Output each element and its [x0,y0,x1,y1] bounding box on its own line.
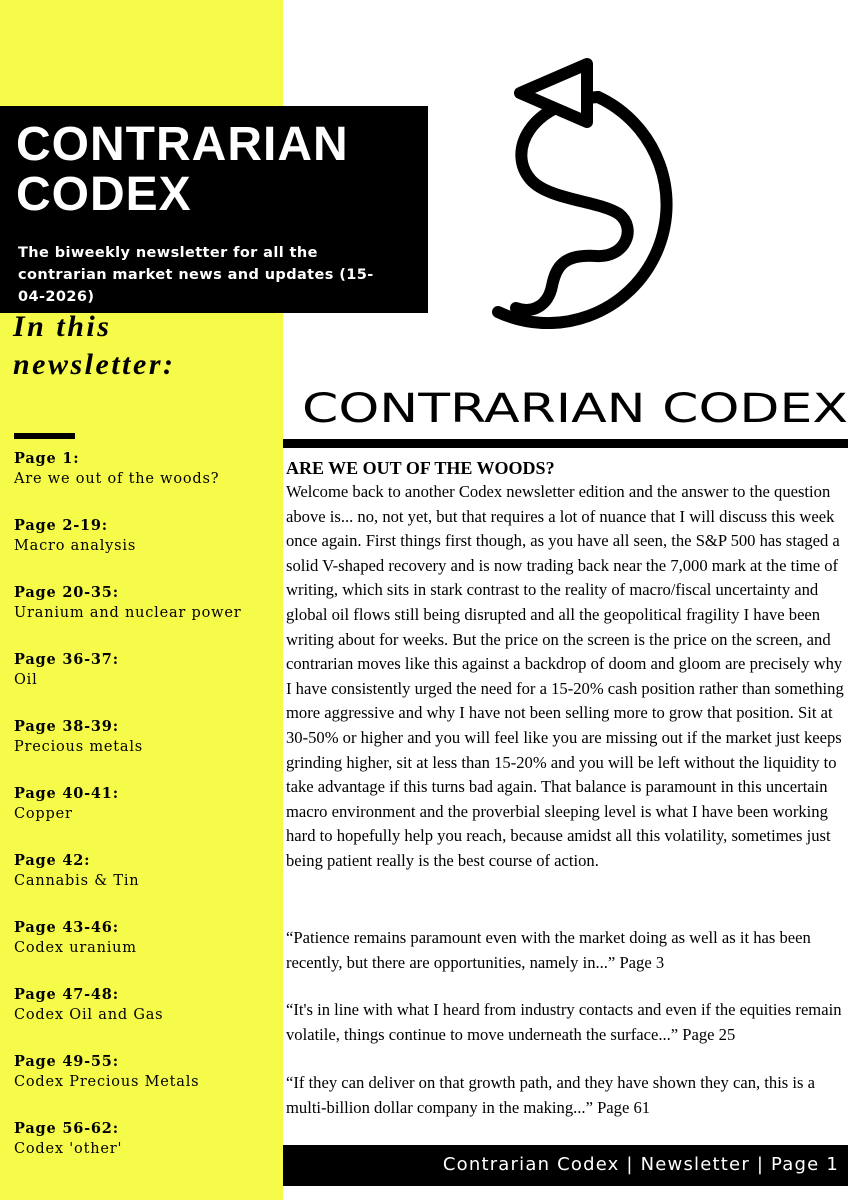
masthead-title-line1: CONTRARIAN [16,118,349,171]
toc-item-label: Cannabis & Tin [14,873,140,889]
toc-item-label: Precious metals [14,739,144,755]
toc-item[interactable] [14,516,276,556]
pull-quote: “If they can deliver on that growth path, and they have shown they can, this is a multi-billion dollar company in the making...” Page 61 [286,1073,815,1117]
toc-item-page: Page 43-46: [14,919,119,936]
toc-item-page: Page 47-48: [14,986,119,1003]
toc-item-label: Uranium and nuclear power [14,605,242,621]
toc-item-page: Page 56-62: [14,1120,119,1137]
toc-item[interactable] [14,583,276,623]
toc-item[interactable] [14,449,276,489]
toc-item[interactable] [14,1119,276,1159]
brand-wordmark-text: CONTRARIAN CODEX [302,386,848,432]
toc-item-page: Page 42: [14,852,91,869]
toc-item[interactable] [14,985,276,1025]
toc-heading-line1: In this [13,310,112,343]
toc-item-page: Page 2-19: [14,517,108,534]
circular-arrow-s-logo-icon [432,44,732,329]
toc-item-label: Are we out of the woods? [14,471,220,487]
toc-item-label: Codex Oil and Gas [14,1007,164,1023]
toc-item-page: Page 40-41: [14,785,119,802]
masthead [0,106,428,313]
toc-item[interactable] [14,784,276,824]
toc-item[interactable] [14,851,276,891]
pull-quote: “It's in line with what I heard from industry contacts and even if the equities remain volatile, things continue to move underneath the surface...” Page 25 [286,1000,842,1044]
masthead-title-line2: CODEX [16,168,192,221]
lead-article [286,456,848,874]
toc-item-page: Page 49-55: [14,1053,119,1070]
masthead-subtitle: The biweekly newsletter for all the contrarian market news and updates (15-04-2026) [18,245,374,305]
toc-item-label: Copper [14,806,73,822]
toc-divider [14,433,75,439]
toc-item[interactable] [14,650,276,690]
page-footer [283,1145,848,1186]
toc-item[interactable] [14,717,276,757]
toc-heading-line2: newsletter: [13,348,176,381]
header-rule [283,439,848,448]
toc-item-page: Page 1: [14,450,80,467]
toc-item-page: Page 38-39: [14,718,119,735]
toc-item-label: Codex 'other' [14,1141,123,1157]
article-body: Welcome back to another Codex newsletter edition and the answer to the question above is... no, not yet, but that requires a lot of nuance that I will discuss this week once again. First things first though, as you have all seen, the S&P 500 has staged a solid V-shaped recovery and is now trading back near the 7,000 mark at the time of writing, which sits in stark contrast to the reality of macro/fiscal uncertainty and global oil flows still being disrupted and all the geopolitical fragility I have been writing about for weeks. But the price on the screen is the price on the screen, and contrarian moves like this against a backdrop of doom and gloom are precisely why I have consistently urged the need for a 15-20% cash position rather than something more aggressive and why I have not been selling more to grow that position. Sit at 30-50% or higher and you will feel like you are missing out if the market just keeps grinding higher, sit at less than 15-20% and you will be left without the liquidity to take advantage if this turns bad again. That balance is paramount in this uncertain macro environment and the proverbial sleeping level is what I have been working hard to hopefully help you reach, because amidst all this volatility, sometimes just being patient really is the best course of action. [286,482,844,870]
toc-item[interactable] [14,918,276,958]
toc-item[interactable] [14,1052,276,1092]
toc-item-label: Oil [14,672,38,688]
toc-item-label: Codex Precious Metals [14,1074,200,1090]
toc-item-page: Page 20-35: [14,584,119,601]
brand-wordmark [300,382,850,434]
toc-item-label: Macro analysis [14,538,137,554]
pull-quote: “Patience remains paramount even with the market doing as well as it has been recently, but there are opportunities, namely in...” Page 3 [286,928,811,972]
toc-item-label: Codex uranium [14,940,137,956]
article-heading: ARE WE OUT OF THE WOODS? [286,458,555,478]
footer-text: Contrarian Codex | Newsletter | Page 1 [442,1154,839,1175]
toc-item-page: Page 36-37: [14,651,119,668]
toc-heading [13,308,176,384]
